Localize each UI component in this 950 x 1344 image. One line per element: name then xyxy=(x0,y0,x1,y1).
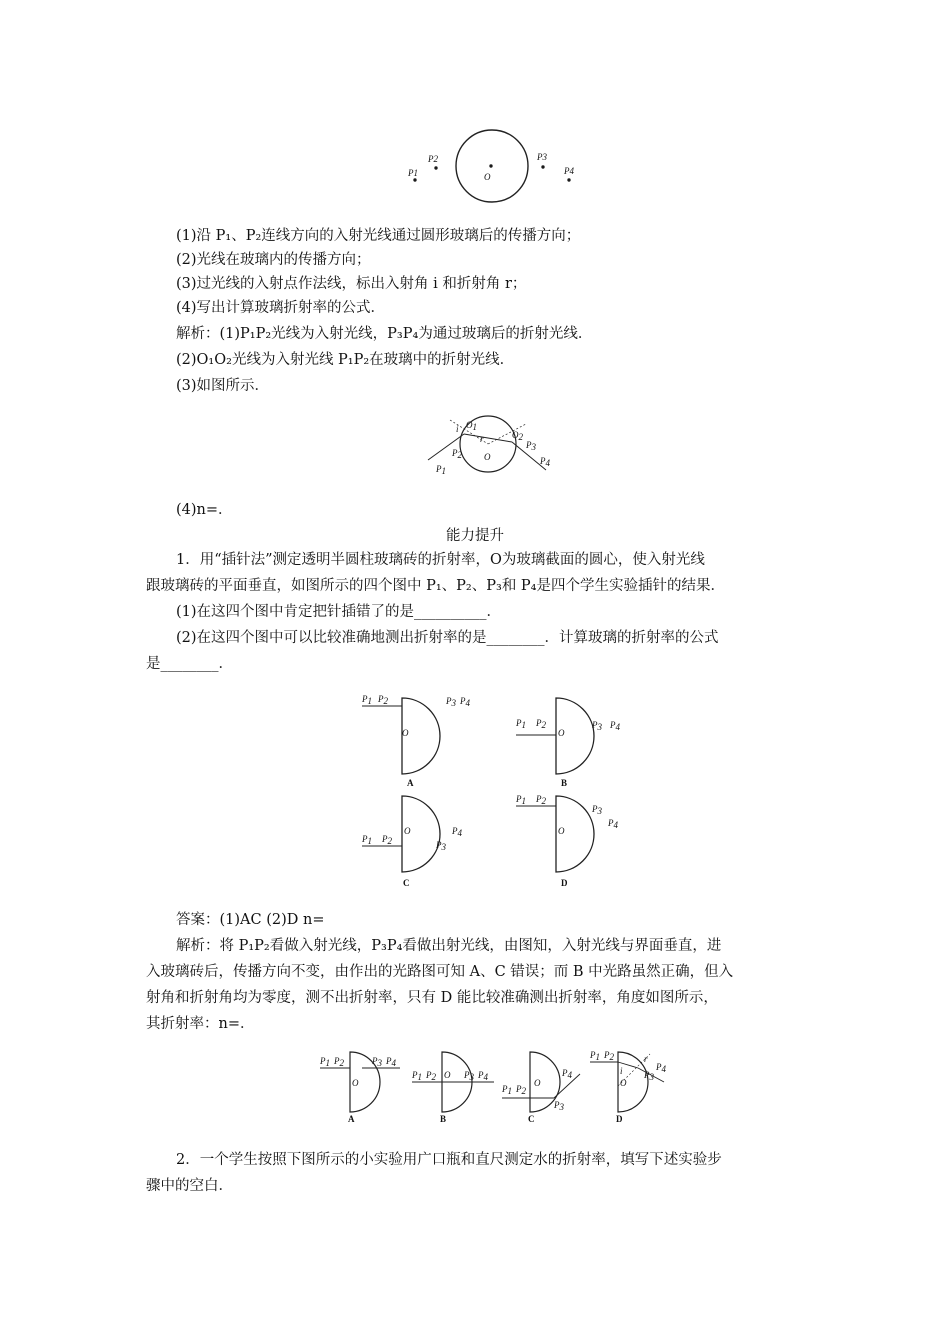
svg-text:P2: P2 xyxy=(378,694,388,706)
label-p2: P2 xyxy=(428,154,438,164)
svg-text:P4: P4 xyxy=(452,826,462,838)
figure-c xyxy=(360,792,480,890)
analysis-figures xyxy=(318,1046,678,1124)
svg-text:P4: P4 xyxy=(608,818,618,830)
svg-text:i: i xyxy=(620,1066,623,1076)
svg-text:P4: P4 xyxy=(386,1056,396,1068)
svg-text:P3: P3 xyxy=(644,1070,654,1082)
pin-p1 xyxy=(414,179,416,181)
svg-text:O: O xyxy=(352,1078,359,1088)
section-title: 能力提升 xyxy=(446,528,504,544)
svg-text:P1: P1 xyxy=(516,718,526,730)
svg-text:r: r xyxy=(480,434,484,444)
svg-text:O: O xyxy=(558,826,565,836)
q1-part2-line2: 是________． xyxy=(146,656,233,672)
svg-text:P1: P1 xyxy=(362,694,372,706)
svg-text:O1: O1 xyxy=(466,420,477,432)
svg-text:i: i xyxy=(456,424,459,434)
svg-text:P4: P4 xyxy=(610,720,620,732)
q1-part2-line1: (2)在这四个图中可以比较准确地测出折射率的是________．计算玻璃的折射率的公式 xyxy=(176,630,719,646)
refraction-circle-figure xyxy=(420,412,560,482)
pin-p3 xyxy=(542,166,544,168)
svg-text:P2: P2 xyxy=(516,1084,526,1096)
prev-item-4: (4)写出计算玻璃折射率的公式． xyxy=(176,300,386,316)
svg-text:O: O xyxy=(620,1078,627,1088)
label-p4: P4 xyxy=(564,166,574,176)
svg-text:P1: P1 xyxy=(412,1070,422,1082)
caption-c: C xyxy=(403,878,410,888)
q1-part1: (1)在这四个图中肯定把针插错了的是__________． xyxy=(176,604,502,620)
figure-a xyxy=(360,690,480,788)
q1-analysis-line1: 解析：将 P₁P₂看做入射光线，P₃P₄看做出射光线，由图知，入射光线与界面垂直，进 xyxy=(176,938,722,954)
svg-text:O: O xyxy=(444,1070,451,1080)
svg-text:P1: P1 xyxy=(436,464,446,476)
svg-text:O: O xyxy=(558,728,565,738)
caption-b: B xyxy=(561,778,568,788)
q1-answer: 答案：(1)AC (2)D n= xyxy=(176,912,325,928)
svg-text:P2: P2 xyxy=(452,448,462,460)
svg-text:P3: P3 xyxy=(592,720,602,732)
circle-pin-figure xyxy=(400,128,590,208)
prev-item-3: (3)过光线的入射点作法线，标出入射角 i 和折射角 r； xyxy=(176,276,527,292)
pin-p4 xyxy=(568,179,570,181)
q1-stem-line1: 1．用“插针法”测定透明半圆柱玻璃砖的折射率，O为玻璃截面的圆心，使入射光线 xyxy=(176,552,705,568)
q2-stem-line2: 骤中的空白． xyxy=(146,1178,233,1194)
svg-text:P3: P3 xyxy=(592,804,602,816)
svg-text:P4: P4 xyxy=(478,1070,488,1082)
label-o: O xyxy=(484,172,491,182)
svg-text:P2: P2 xyxy=(382,834,392,846)
prev-solution-1: 解析：(1)P₁P₂光线为入射光线，P₃P₄为通过玻璃后的折射光线． xyxy=(176,326,593,342)
figure-b xyxy=(514,690,634,788)
svg-text:B: B xyxy=(440,1114,447,1124)
figure-d xyxy=(514,792,634,890)
svg-text:P3: P3 xyxy=(464,1070,474,1082)
prev-solution-3: (3)如图所示． xyxy=(176,378,270,394)
svg-text:P2: P2 xyxy=(604,1050,614,1062)
center-o xyxy=(490,165,492,167)
q1-stem-line2: 跟玻璃砖的平面垂直，如图所示的四个图中 P₁、P₂、P₃和 P₄是四个学生实验插针的结果． xyxy=(146,578,725,594)
svg-text:P2: P2 xyxy=(536,718,546,730)
svg-text:P1: P1 xyxy=(362,834,372,846)
pin-p2 xyxy=(435,167,437,169)
svg-text:P3: P3 xyxy=(436,840,446,852)
label-p1: P1 xyxy=(408,168,418,178)
prev-solution-2: (2)O₁O₂光线为入射光线 P₁P₂在玻璃中的折射光线． xyxy=(176,352,515,368)
svg-text:P1: P1 xyxy=(590,1050,600,1062)
svg-text:P4: P4 xyxy=(460,696,470,708)
q1-analysis-line3: 射角和折射角均为零度，测不出折射率，只有 D 能比较准确测出折射率，角度如图所示， xyxy=(146,990,718,1006)
svg-text:P1: P1 xyxy=(516,794,526,806)
svg-text:D: D xyxy=(616,1114,623,1124)
svg-text:A: A xyxy=(348,1114,355,1124)
svg-text:P4: P4 xyxy=(562,1068,572,1080)
q1-analysis-line2: 入玻璃砖后，传播方向不变，由作出的光路图可知 A、C 错误；而 B 中光路虽然正确，但入 xyxy=(146,964,734,980)
svg-text:P1: P1 xyxy=(320,1056,330,1068)
svg-text:O: O xyxy=(484,452,491,462)
svg-text:P3: P3 xyxy=(446,696,456,708)
prev-item-2: (2)光线在玻璃内的传播方向； xyxy=(176,252,371,268)
svg-text:P2: P2 xyxy=(536,794,546,806)
q1-analysis-line4: 其折射率：n=． xyxy=(146,1016,255,1032)
prev-solution-4: (4)n=． xyxy=(176,502,233,518)
svg-text:P2: P2 xyxy=(334,1056,344,1068)
svg-text:P4: P4 xyxy=(656,1062,666,1074)
svg-text:C: C xyxy=(528,1114,535,1124)
q2-stem-line1: 2．一个学生按照下图所示的小实验用广口瓶和直尺测定水的折射率，填写下述实验步 xyxy=(176,1152,722,1168)
svg-text:P2: P2 xyxy=(426,1070,436,1082)
svg-text:P3: P3 xyxy=(554,1100,564,1112)
svg-text:r: r xyxy=(644,1054,648,1064)
svg-text:O2: O2 xyxy=(512,430,523,442)
label-p3: P3 xyxy=(537,152,547,162)
svg-text:O: O xyxy=(402,728,409,738)
svg-text:O: O xyxy=(534,1078,541,1088)
caption-d: D xyxy=(561,878,568,888)
caption-a: A xyxy=(407,778,414,788)
svg-text:O: O xyxy=(404,826,411,836)
svg-text:P3: P3 xyxy=(372,1056,382,1068)
svg-text:P1: P1 xyxy=(502,1084,512,1096)
svg-text:P4: P4 xyxy=(540,456,550,468)
svg-text:P3: P3 xyxy=(526,440,536,452)
prev-item-1: (1)沿 P₁、P₂连线方向的入射光线通过圆形玻璃后的传播方向； xyxy=(176,228,581,244)
